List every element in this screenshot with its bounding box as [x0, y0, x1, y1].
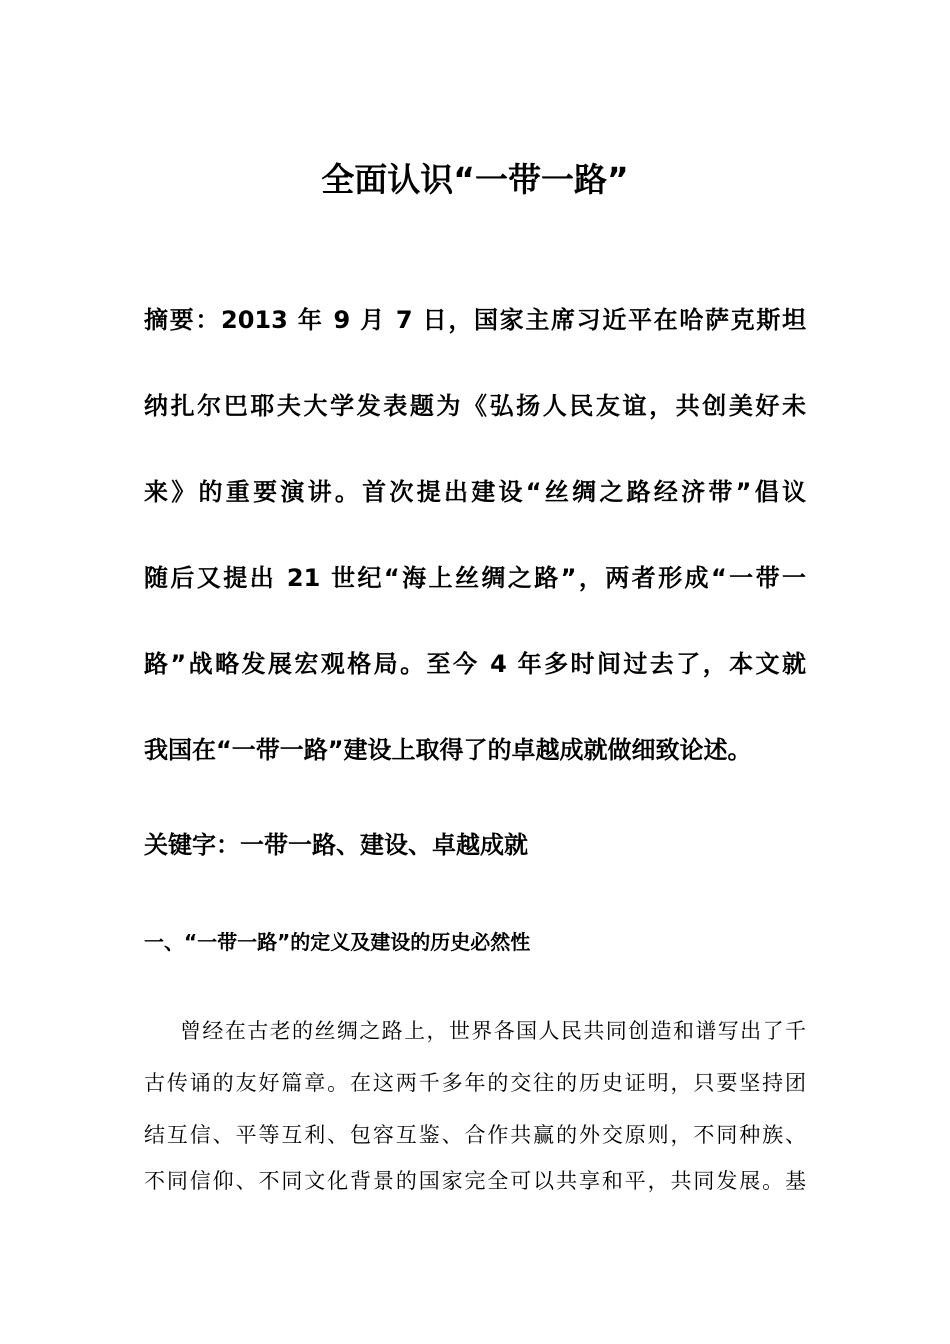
abstract-line-1: 摘要：2013 年 9 月 7 日，国家主席习近平在哈萨克斯坦 — [144, 306, 806, 334]
body-line-3: 结互信、平等互利、包容互鉴、合作共赢的外交原则，不同种族、 — [144, 1123, 806, 1147]
body-line-2: 古传诵的友好篇章。在这两千多年的交往的历史证明，只要坚持团 — [144, 1071, 806, 1095]
abstract-line-4: 随后又提出 21 世纪“海上丝绸之路”，两者形成“一带一 — [144, 564, 806, 592]
abstract-line-3: 来》的重要演讲。首次提出建设“丝绸之路经济带”倡议 — [144, 478, 806, 506]
abstract-line-2: 纳扎尔巴耶夫大学发表题为《弘扬人民友谊，共创美好未 — [144, 392, 806, 420]
body-line-4: 不同信仰、不同文化背景的国家完全可以共享和平，共同发展。基 — [144, 1169, 806, 1193]
section-heading: 一、“一带一路”的定义及建设的历史必然性 — [144, 930, 531, 954]
keywords-line: 关键字：一带一路、建设、卓越成就 — [144, 831, 528, 859]
body-line-1: 曾经在古老的丝绸之路上，世界各国人民共同创造和谱写出了千 — [180, 1019, 806, 1043]
document-title: 全面认识“一带一路” — [321, 160, 629, 199]
abstract-line-6: 我国在“一带一路”建设上取得了的卓越成就做细致论述。 — [144, 736, 752, 764]
abstract-line-5: 路”战略发展宏观格局。至今 4 年多时间过去了，本文就 — [144, 650, 806, 678]
